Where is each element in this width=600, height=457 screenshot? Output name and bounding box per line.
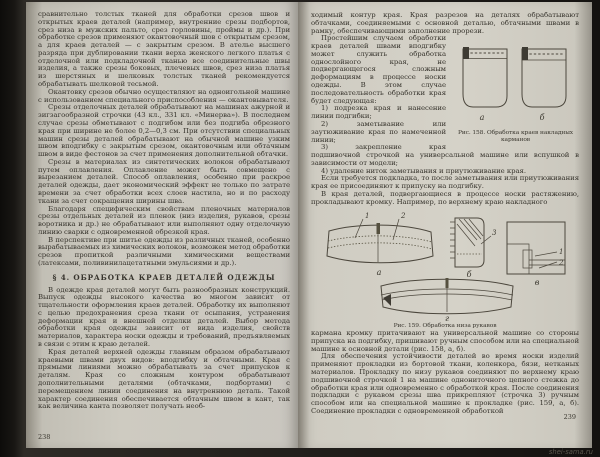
paragraph: Благодаря специфическим свойствам пленочных материалов срезы отдельных деталей из пленок (низ изделия, рукавов, срезы воротника и др.) не обрабатывают или выполняют одну отделочную линию сварки с одновременной обрезкой края. (38, 204, 290, 236)
fig159-label-v: в (534, 277, 540, 287)
sleeve-finishing-drawing-icon (319, 210, 571, 322)
fig158-label-a: а (479, 113, 485, 123)
site-watermark: shei-sama.ru (548, 448, 593, 456)
patch-pockets-drawing-icon (452, 37, 579, 129)
list-item: 1) подрезка края и нанесение линии подгибки; (311, 104, 446, 121)
fig159-label-g: г (445, 313, 449, 322)
page-number-right: 239 (563, 413, 576, 421)
fig159-num-1: 1 (365, 211, 370, 220)
paragraph: Окантовку срезов обычно осуществляют на одноигольной машине с использованием специального приспособления — окантовывателя. (38, 87, 290, 104)
right-page-text (311, 12, 579, 440)
figure-159 (319, 210, 571, 330)
fig158-label-b: б (539, 113, 545, 123)
paragraph: Простейшим случаем обработки краев деталей швами вподгибку может служить обработка однослойного края, не подвергающегося сложным деформациям в процессе носки одежды. В этом случае последовательность обработки края будет следующая: (311, 34, 446, 105)
paragraph: В края деталей, подвергающиеся в процессе носки растяжению, прокладывают кромку. Например, по верхнему краю накладного (311, 189, 579, 206)
figure-158 (452, 37, 579, 143)
right-page (298, 2, 592, 448)
paragraph: В одежде края деталей могут быть разнообразных конструкций. Выпуск одежды высокого качества во многом зависит от тщательности оформления краев деталей. Обработку их выполняют с целью предохранения среза ткани от осыпания, устранения деформации края и внешней отделки деталей. Выбор метода обработки края одежды зависит от вида изделия, свойств материалов, характера носки одежды и требований, предъявляемых в связи с этим к краю деталей. (38, 285, 290, 349)
paragraph: Для обеспечения устойчивости деталей во время носки изделий применяют прокладки из бортовой ткани, коленкора, бязи, нетканых материалов. Прокладку по низу рукавов соединяют по верхнему краю подшивочной строчкой 1 на машине однониточного цепного стежка до обработки края или одновременно с обработкой края. После соединения подкладки с рукавом срезы шва прикрепляют (строчка 3) ручным способом или на специальной машине к прокладке (рис. 159, а, б). Соединение прокладки с одновременной обработкой (311, 352, 579, 415)
section-heading: § 4. ОБРАБОТКА КРАЕВ ДЕТАЛЕЙ ОДЕЖДЫ (52, 272, 276, 282)
left-page (26, 2, 298, 448)
fig159-num-1v: 1 (559, 247, 564, 256)
left-page-text (38, 11, 290, 440)
fig159-num-3: 3 (492, 228, 497, 237)
paragraph: В перспективе при шитье одежды из различных тканей, особенно вырабатываемых из химических волокон, возможен метод обработки срезов пропиткой различными химическими веществами (латексами, поливинилацетатными эмульсиями и др.). (38, 235, 290, 267)
fig159-num-2: 2 (401, 211, 406, 220)
paragraph: кармана кромку притачивают на универсальной машине со стороны припуска на подгибку, пришивают ручным способом или на специальной машине к основной детали (рис. 158, а, б). (311, 329, 579, 353)
paragraph: ходимый контур края. Края разрезов на деталях обрабатывают обтачками, соединяемыми с основной деталью, обтачными швами в рамку, обеспечивающими заполнение прорези. (311, 12, 579, 35)
fig159-label-b: б (466, 269, 472, 279)
figure-159-caption: Рис. 159. Обработка низа рукавов (393, 322, 497, 329)
paragraph: Если требуется подкладка, то после заметывания или приутюживания края ее присоединяют к припуску на подгибку. (311, 174, 579, 191)
fig159-num-2v: 2 (559, 258, 564, 267)
paragraph: Срезы в материалах из синтетических волокон обрабатывают путем оплавления. Оплавление может быть совмещено с вырезанием деталей. Способ оплавления, особенно при раскрое деталей одежды, дает экономический эффект не только по затрате времени за счет обработки всех слоев настила, но и по расходу ткани за счет сокращения ширины шва. (38, 157, 290, 205)
paragraph: Края деталей верхней одежды главным образом обрабатывают краевыми швами двух видов: вподгибку и обтачными. Края с прямыми линиями можно обрабатывать за счет припусков к деталям. Края со сложным контуром обрабатывают дополнительными деталями (обтачками, подбортами) с перемещением линии соединения на внутреннюю деталь. Такой характер соединения обеспечивается обтачным швом в кант, так как величина канта позволяет получать необ- (38, 347, 290, 411)
fig159-label-a: а (376, 267, 382, 277)
paragraph: Срезы отделочных деталей обрабатывают на машинах ажурной и зигзагообразной строчки (43 кл., 331 кл. «Минерва»). В последнем случае срезы обметывают с подгибом или без подгиба обрезного края при ширине не более 0,2—0,3 см. При отсутствии специальных машин срезы деталей обрабатывают на обычной машине узким швом вподгибку с закрытым срезом, окантовочным или обтачным швом в виде фестонов за счет применения дополнительной обтачки. (38, 103, 290, 159)
paragraph: сравнительно толстых тканей для обработки срезов швов и открытых краев деталей (например, внутренние срезы подбортов, срез низа в мужских пальто, срез горловины, проймы и др.). При обработке срезов применяют окантовочный шов с открытым срезом, а для краев деталей — с закрытым срезом. В ателье высшего разряда при дублировании ткани верха женского легкого платья с отделочной или подкладочной тканью все соединительные швы изделия, а также срезы боковых, плечевых швов, срез низа платья из шерстяных и шелковых толстых тканей рекомендуется обрабатывать шелковой тесьмой. (38, 11, 290, 89)
list-item: 3) закрепление края подшивочной строчкой на универсальной машине или вспушкой в зависимости от модели; (311, 143, 579, 167)
list-item: 2) заметывание или заутюживание края по намеченной линии; (311, 119, 446, 144)
figure-158-caption: Рис. 158. Обработка краев накладных карманов (457, 130, 574, 143)
list-item: 4) удаление ниток заметывания и приутюживание края. (321, 166, 526, 175)
page-number-left: 238 (38, 433, 51, 441)
